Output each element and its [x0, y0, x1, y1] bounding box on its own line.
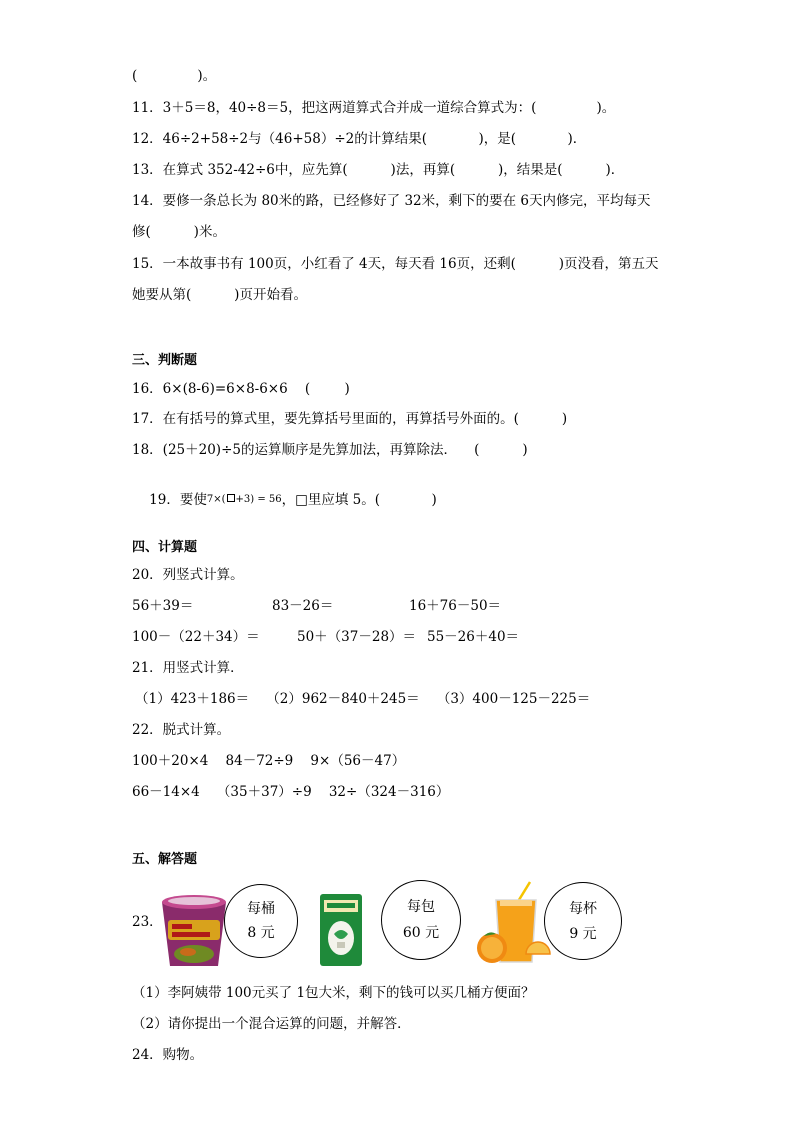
q14-line2: 修( )米。	[132, 224, 226, 240]
price-bubble-juice-price: 9 元	[569, 926, 597, 942]
q17: 17．在有括号的算式里，要先算括号里面的，再算括号外面的。( )	[132, 411, 568, 427]
q20: 20．列竖式计算。	[132, 567, 244, 583]
q19-suffix: ，□里应填 5。( )	[281, 492, 437, 508]
q20-row1-b: 83－26＝	[272, 598, 334, 614]
q16: 16．6×(8-6)=6×8-6×6 ( )	[132, 381, 350, 397]
blank-box-icon	[227, 494, 235, 502]
orange-juice-icon	[474, 878, 554, 966]
q12: 12．46÷2+58÷2与（46+58）÷2的计算结果( )，是( )．	[132, 131, 587, 147]
q22-row1: 100＋20×4 84－72÷9 9×（56－47）	[132, 753, 406, 769]
q19-equation	[207, 490, 282, 510]
price-bubble-rice	[381, 880, 461, 960]
q20-row2-c: 55－26＋40＝	[427, 629, 520, 645]
q19-equation-part-a: 7×(	[206, 494, 226, 505]
q19-equation-part-b: +3) = 56	[235, 494, 282, 505]
section5-heading: 五、解答题	[132, 852, 198, 867]
q18: 18．(25＋20)÷5的运算顺序是先算加法，再算除法． ( )	[132, 442, 528, 458]
q23-part2: （2）请你提出一个混合运算的问题，并解答．	[132, 1016, 411, 1032]
q22: 22．脱式计算。	[132, 722, 231, 738]
instant-noodle-cup-icon	[158, 892, 230, 970]
q11: 11．3＋5＝8，40÷8＝5，把这两道算式合并成一道综合算式为：( )。	[132, 100, 616, 116]
rice-bag-icon	[318, 892, 364, 968]
q15-line1: 15．一本故事书有 100页，小红看了 4天，每天看 16页，还剩( )页没看，第五天	[132, 256, 659, 272]
q20-row2-a: 100－（22＋34）＝	[132, 629, 260, 645]
section4-heading: 四、计算题	[132, 540, 198, 555]
q20-row1-c: 16＋76－50＝	[409, 598, 502, 614]
price-bubble-juice-unit: 每杯	[569, 901, 597, 917]
q23-part1: （1）李阿姨带 100元买了 1包大米，剩下的钱可以买几桶方便面？	[132, 985, 535, 1001]
price-bubble-noodles	[224, 884, 298, 958]
q15-line2: 她要从第( )页开始看。	[132, 287, 307, 303]
section3-heading: 三、判断题	[132, 353, 198, 368]
price-bubble-rice-unit: 每包	[407, 899, 435, 915]
q10-continuation: ( )。	[132, 68, 217, 84]
q24: 24．购物。	[132, 1047, 204, 1063]
price-bubble-rice-price: 60 元	[402, 925, 440, 941]
q21-items: （1）423＋186＝ （2）962－840＋245＝ （3）400－125－225＝	[135, 691, 591, 707]
price-bubble-noodles-unit: 每桶	[247, 901, 275, 917]
q19-prefix: 19．要使	[149, 492, 207, 508]
q19	[132, 470, 437, 530]
q13: 13．在算式 352-42÷6中，应先算( )法，再算( )，结果是( )．	[132, 162, 625, 178]
q20-row2-b: 50＋（37－28）＝	[297, 629, 417, 645]
q23: 23．	[132, 914, 163, 930]
q21: 21．用竖式计算．	[132, 660, 244, 676]
q14-line1: 14．要修一条总长为 80米的路，已经修好了 32米，剩下的要在 6天内修完，平均每天	[132, 193, 651, 209]
q20-row1-a: 56＋39＝	[132, 598, 194, 614]
price-bubble-noodles-price: 8 元	[247, 925, 275, 941]
price-bubble-juice	[544, 882, 622, 960]
q22-row2: 66－14×4 （35＋37）÷9 32÷（324－316）	[132, 784, 450, 800]
